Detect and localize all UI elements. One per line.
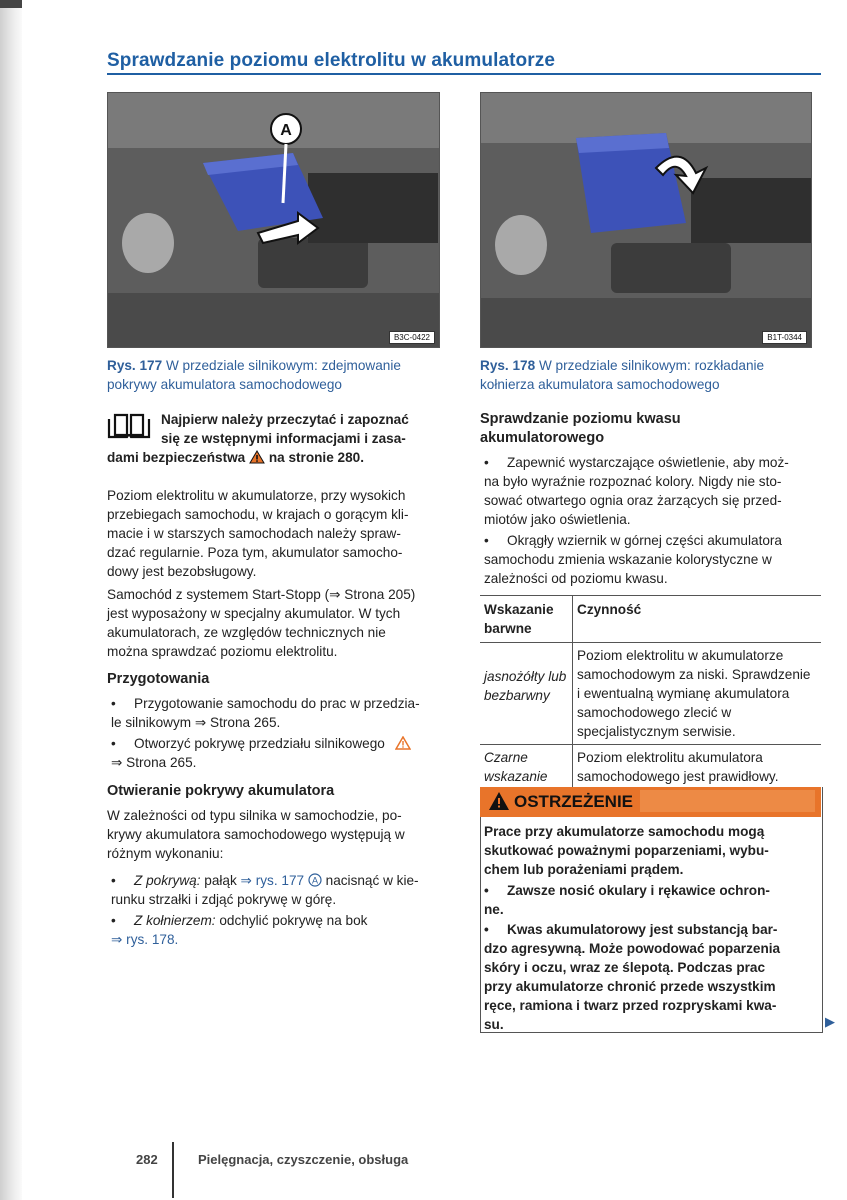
figure-177-photo (107, 92, 440, 348)
warning-header (480, 787, 821, 817)
table-cell-action: Poziom elektrolitu akumulatora samochodowego jest prawidłowy. (573, 745, 822, 790)
title-underline (107, 73, 821, 75)
subheading-check: Sprawdzanie poziomu kwasu (480, 411, 681, 427)
table-cell-indicator: Czarne wskazanie (480, 745, 573, 790)
b2-line: zależności od poziomu kwasu. (484, 571, 668, 586)
warning-item2-line: Kwas akumulatorowy jest substancją bar- (507, 922, 778, 937)
warning-item2-line: su. (484, 1017, 504, 1032)
caption-text: W przedziale silnikowym: zdejmowanie pokrywy akumulatora samochodowego (107, 358, 401, 392)
note-line2: się ze wstępnymi informacjami i zasa- (161, 431, 406, 446)
prep1-line: Przygotowanie samochodu do prac w przedzia- (134, 696, 420, 711)
subheading-check-2: akumulatorowego (480, 430, 605, 446)
b2-line: samochodu zmienia wskazanie kolorystyczne w (484, 552, 772, 567)
table-row (480, 643, 821, 745)
warning-intro-line: chem lub porażeniami prądem. (484, 862, 684, 877)
warning-item-1: • Zawsze nosić okulary i rękawice ochron- ne. (484, 881, 814, 919)
open-para-line: krywy akumulatora samochodowego występują w (107, 827, 405, 842)
prep-item-2: • Otworzyć pokrywę przedziału silnikowego ⇒ Strona 265. (111, 734, 446, 772)
subheading-prep: Przygotowania (107, 671, 210, 687)
prep1-line: le silnikowym ⇒ Strona 265. (111, 715, 281, 730)
book-icon (107, 413, 151, 439)
open2-text: odchylić pokrywę na bok (219, 913, 368, 928)
open-para-line: różnym wykonaniu: (107, 846, 224, 861)
page-number: 282 (136, 1152, 158, 1167)
fig177-link[interactable]: ⇒ rys. 177 (240, 873, 305, 888)
table-header: Czynność (573, 596, 822, 643)
para1-line: dzać regularnie. Poza tym, akumulator samocho- (107, 545, 403, 560)
svg-text:A: A (311, 875, 318, 886)
warning-item2-line: przy akumulatorze chronić przede wszystkim (484, 979, 776, 994)
note-link[interactable]: na stronie 280. (268, 450, 365, 465)
callout-a-icon (308, 873, 322, 887)
para2-line: można sprawdzać poziomu elektrolitu. (107, 644, 338, 659)
warning-intro-line: skutkować poważnymi poparzeniami, wybu- (484, 843, 769, 858)
figure-178-caption (480, 356, 820, 394)
b2-line: Okrągły wziernik w górnej części akumulatora (507, 533, 782, 548)
page-binding-edge (0, 0, 22, 1200)
svg-text:A: A (280, 122, 292, 139)
b1-line: na było wyraźnie rozpoznać kolory. Nigdy nie sto- (484, 474, 782, 489)
table-header: Wskazanie barwne (480, 596, 573, 643)
open2-label: Z kołnierzem: (134, 913, 216, 928)
prep2-text: Otworzyć pokrywę przedziału silnikowego (134, 736, 385, 751)
para1-line: Poziom elektrolitu w akumulatorze, przy wysokich (107, 488, 406, 503)
warning-item1-line: Zawsze nosić okulary i rękawice ochron- (507, 883, 770, 898)
warning-item2-line: dzo agresywną. Może powodować poparzenia (484, 941, 781, 956)
b1-line: sować otwartego ognia oraz żarzących się przed- (484, 493, 782, 508)
page-title: Sprawdzanie poziomu elektrolitu w akumulatorze (107, 50, 556, 71)
binding-mark (0, 0, 22, 8)
figure-label: Rys. 177 (107, 358, 163, 373)
b1-line: miotów jako oświetlenia. (484, 512, 631, 527)
para2-line: jest wyposażony w specjalny akumulator. W tych (107, 606, 401, 621)
warning-item-2: • Kwas akumulatorowy jest substancją bar- dzo agresywną. Może powodować poparzenia skóry i oczu, wraz ze ślepotą. Podczas prac przy akumulatorze chronić przede wszystkim ręce, ramiona i twarz przed rozpryskami kwa- su. (484, 920, 814, 1034)
warning-item2-line: skóry i oczu, wraz ze ślepotą. Podczas prac (484, 960, 766, 975)
para2-line: akumulatorach, ze względów technicznych nie (107, 625, 386, 640)
next-page-arrow-icon[interactable]: ▶ (825, 1014, 835, 1029)
figure-177-caption (107, 356, 442, 394)
warning-triangle-icon (488, 791, 510, 811)
para1-line: przebiegach samochodu, w krajach o gorącym kli- (107, 507, 409, 522)
footer-divider (172, 1142, 174, 1198)
indicator-table (480, 595, 821, 789)
prep2-ref[interactable]: ⇒ Strona 265. (111, 755, 197, 770)
warning-item2-line: ręce, ramiona i twarz przed rozpryskami kwa- (484, 998, 777, 1013)
check-item-2: • Okrągły wziernik w górnej części akumulatora samochodu zmienia wskazanie kolorystyczne w zależności od poziomu kwasu. (484, 531, 824, 588)
open-item-2: • Z kołnierzem: odchylić pokrywę na bok ⇒ rys. 178. (111, 911, 446, 949)
table-row (480, 745, 821, 790)
figure-178-photo (480, 92, 812, 348)
b1-line: Zapewnić wystarczające oświetlenie, aby moż- (507, 455, 789, 470)
check-item-1: • Zapewnić wystarczające oświetlenie, aby moż- na było wyraźnie rozpoznać kolory. Nigdy nie sto- sować otwartego ognia oraz żarzących się przed- miotów jako oświetlenia. (484, 453, 824, 529)
figure-code: B1T-0344 (762, 331, 807, 344)
open1-text: pałąk (204, 873, 237, 888)
note-line1: Najpierw należy przeczytać i zapoznać (161, 412, 409, 427)
prep-item-1: • Przygotowanie samochodu do prac w przedzia- le silnikowym ⇒ Strona 265. (111, 694, 446, 732)
open-para-line: W zależności od typu silnika w samochodzie, po- (107, 808, 402, 823)
open-item-1: • Z pokrywą: pałąk ⇒ rys. 177 A nacisnąć w kie- runku strzałki i zdjąć pokrywę w górę. (111, 871, 451, 909)
fig178-link[interactable]: ⇒ rys. 178. (111, 932, 179, 947)
caption-text: W przedziale silnikowym: rozkładanie kołnierza akumulatora samochodowego (480, 358, 765, 392)
table-cell-action: Poziom elektrolitu w akumulatorze samochodowym za niski. Sprawdzenie i ewentualną wymianę akumulatora samochodowego zlecić w specjalistycznym serwisie. (573, 643, 822, 745)
open1-label: Z pokrywą: (134, 873, 201, 888)
figure-code: B3C-0422 (389, 331, 435, 344)
open1-text-b: nacisnąć w kie- (325, 873, 419, 888)
para1-line: dowy jest bezobsługowy. (107, 564, 257, 579)
para2-line: Samochód z systemem Start-Stopp (⇒ Strona 205) (107, 587, 416, 602)
warning-header-shade (640, 790, 815, 812)
figure-label: Rys. 178 (480, 358, 536, 373)
section-title: Pielęgnacja, czyszczenie, obsługa (198, 1152, 409, 1167)
warning-triangle-icon (249, 450, 265, 464)
warning-item1-line: ne. (484, 902, 504, 917)
note-line3 (107, 448, 364, 467)
note-text: dami bezpieczeństwa (107, 450, 246, 465)
open1-line2: runku strzałki i zdjąć pokrywę w górę. (111, 892, 337, 907)
warning-label: OSTRZEŻENIE (514, 792, 634, 811)
warning-triangle-icon (395, 736, 411, 750)
subheading-open: Otwieranie pokrywy akumulatora (107, 783, 335, 799)
para1-line: macie i w starszych samochodach należy spraw- (107, 526, 401, 541)
table-cell-indicator: jasnożółty lub bezbarwny (480, 643, 573, 745)
warning-intro-line: Prace przy akumulatorze samochodu mogą (484, 824, 765, 839)
